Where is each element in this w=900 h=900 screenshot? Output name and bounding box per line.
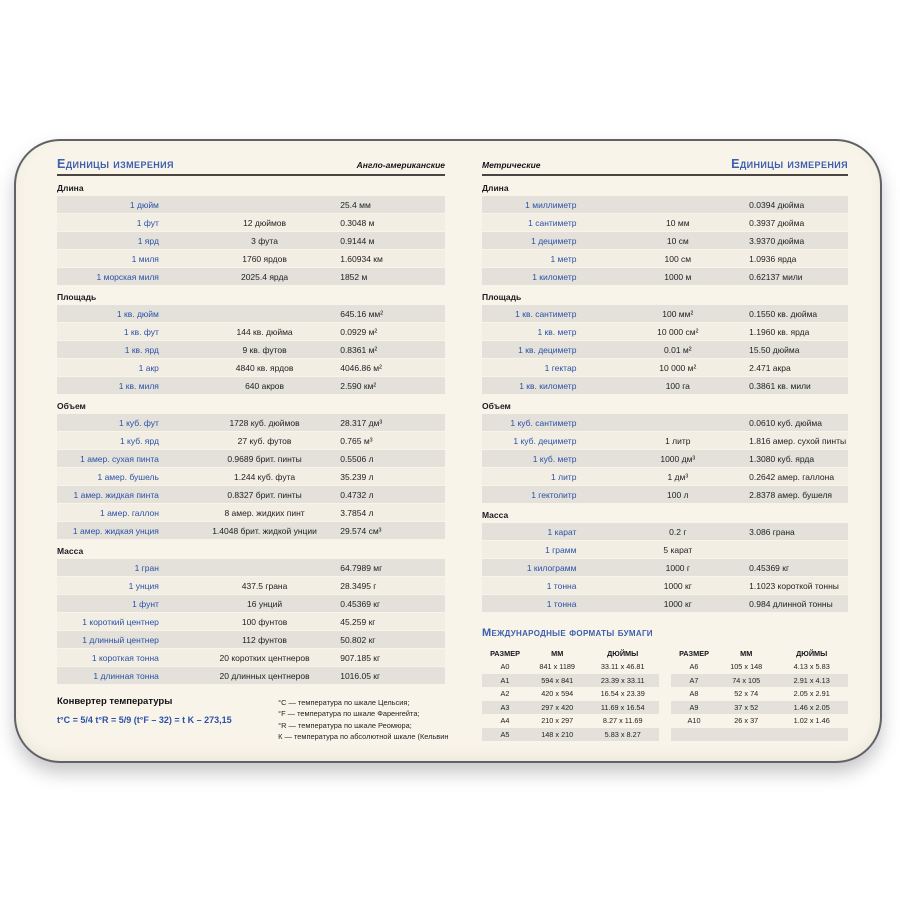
section-title: Длина: [57, 183, 84, 193]
unit-value: 2.590 км²: [340, 380, 377, 391]
unit-equivalent: 1000 кг: [663, 580, 692, 591]
paper-table-a6-a10: [671, 647, 848, 742]
table-row: [482, 523, 848, 540]
paper-size-inches: 1.02 x 1.46: [793, 716, 830, 726]
unit-equivalent: 0.8327 брит. пинты: [227, 489, 302, 500]
paper-row: [671, 701, 848, 714]
unit-equivalent: 100 мм²: [662, 308, 694, 319]
unit-equivalent: 100 л: [667, 489, 689, 500]
paper-size-inches: 2.91 x 4.13: [793, 675, 830, 685]
paper-size-mm: 148 x 210: [541, 729, 574, 739]
unit-equivalent: 4840 кв. ярдов: [235, 362, 294, 373]
unit-value: 1016.05 кг: [340, 670, 381, 681]
paper-size-mm: 420 x 594: [541, 689, 574, 699]
table-row: [57, 649, 445, 666]
page-title: Единицы измерения: [731, 157, 848, 171]
unit-equivalent: 1000 дм³: [660, 453, 696, 464]
unit-name: 1 миля: [131, 253, 159, 264]
table-row: [57, 341, 445, 358]
unit-equivalent: 640 акров: [245, 380, 285, 391]
unit-equivalent: 1000 м: [664, 271, 692, 282]
unit-name: 1 акр: [138, 362, 159, 373]
unit-value: 907.185 кг: [340, 652, 381, 663]
unit-name: 1 гектолитр: [531, 489, 577, 500]
unit-equivalent: 16 унций: [247, 598, 283, 609]
table-row: [482, 414, 848, 431]
page-right-header: [482, 157, 848, 171]
table-row: [482, 359, 848, 376]
paper-row: [482, 715, 659, 728]
unit-name: 1 кв. ярд: [124, 344, 159, 355]
unit-section: [482, 510, 848, 612]
paper-size-mm: 297 x 420: [541, 702, 574, 712]
section-title: Объем: [482, 401, 511, 411]
notebook-spread: [14, 139, 882, 763]
unit-name: 1 куб. сантиметр: [510, 417, 577, 428]
unit-equivalent: 1000 г: [665, 562, 690, 573]
unit-value: 0.5506 л: [340, 453, 374, 464]
table-row: [57, 468, 445, 485]
paper-header-row: [671, 647, 848, 660]
unit-name: 1 амер. жидкая пинта: [73, 489, 159, 500]
unit-value: 0.62137 мили: [749, 271, 803, 282]
unit-equivalent: 100 см: [664, 253, 692, 264]
table-row: [57, 577, 445, 594]
column-header: ДЮЙМЫ: [607, 648, 639, 658]
unit-equivalent: 437.5 грана: [241, 580, 288, 591]
unit-value: 28.3495 г: [340, 580, 377, 591]
unit-section: [482, 292, 848, 394]
paper-size-inches: 5.83 x 8.27: [604, 729, 641, 739]
unit-name: 1 кв. километр: [519, 380, 577, 391]
unit-value: 25.4 мм: [340, 199, 371, 210]
paper-row: [482, 701, 659, 714]
unit-value: 3.9370 дюйма: [749, 235, 805, 246]
table-row: [57, 613, 445, 630]
unit-equivalent: 1000 кг: [663, 598, 692, 609]
paper-size-name: A5: [500, 729, 510, 739]
unit-section: [57, 183, 445, 285]
temp-formula: t°C = 5/4 t°R = 5/9 (t°F – 32) = t K – 273,15: [57, 715, 232, 725]
table-row: [482, 595, 848, 612]
paper-size-mm: 105 x 148: [730, 662, 763, 672]
unit-value: 0.9144 м: [340, 235, 375, 246]
paper-row: [671, 715, 848, 728]
table-row: [57, 214, 445, 231]
unit-value: 1.60934 км: [340, 253, 383, 264]
table-row: [482, 486, 848, 503]
unit-name: 1 кв. фут: [123, 326, 159, 337]
unit-value: 2.471 акра: [749, 362, 791, 373]
paper-header-row: [482, 647, 659, 660]
unit-value: 0.765 м³: [340, 435, 373, 446]
section-title: Площадь: [57, 292, 97, 302]
unit-value: 0.3937 дюйма: [749, 217, 805, 228]
unit-equivalent: 3 фута: [251, 235, 278, 246]
unit-name: 1 короткий центнер: [82, 616, 159, 627]
unit-name: 1 амер. бушель: [97, 471, 159, 482]
unit-equivalent: 1760 ярдов: [242, 253, 287, 264]
paper-size-name: A2: [500, 689, 510, 699]
unit-equivalent: 1.244 куб. фута: [234, 471, 296, 482]
paper-size-mm: 37 x 52: [734, 702, 759, 712]
unit-value: 28.317 дм³: [340, 417, 383, 428]
paper-size-mm: 74 x 105: [732, 675, 761, 685]
paper-size-mm: 841 x 1189: [539, 662, 575, 672]
table-row: [57, 323, 445, 340]
temp-note-line: К — температура по абсолютной шкале (Кельвин: [278, 732, 449, 742]
temp-note-line: °R — температура по шкале Реомюра;: [278, 720, 412, 730]
unit-equivalent: 1 литр: [665, 435, 691, 446]
conversion-tables-left: [57, 183, 445, 684]
unit-equivalent: 100 га: [665, 380, 690, 391]
unit-name: 1 литр: [551, 471, 577, 482]
paper-size-inches: 4.13 x 5.83: [793, 662, 830, 672]
table-row: [482, 323, 848, 340]
paper-size-mm: 52 x 74: [734, 689, 759, 699]
unit-name: 1 короткая тонна: [91, 652, 159, 663]
table-row: [482, 577, 848, 594]
paper-size-mm: 26 x 37: [734, 716, 759, 726]
unit-equivalent: 10 000 м²: [659, 362, 697, 373]
page-side-label: Метрические: [482, 160, 541, 170]
temp-title: Конвертер температуры: [57, 696, 173, 707]
unit-equivalent: 20 коротких центнеров: [219, 652, 310, 663]
unit-value: 1.0936 ярда: [749, 253, 797, 264]
table-row: [57, 631, 445, 648]
paper-formats-block: [482, 627, 848, 742]
table-row: [482, 341, 848, 358]
paper-row: [671, 728, 848, 741]
unit-equivalent: 2025.4 ярда: [240, 271, 289, 282]
unit-name: 1 амер. жидкая унция: [72, 525, 159, 536]
header-rule: [482, 174, 848, 176]
unit-name: 1 длинный центнер: [82, 634, 159, 645]
paper-size-inches: 33.11 x 46.81: [600, 662, 645, 672]
unit-name: 1 куб. метр: [532, 453, 577, 464]
unit-equivalent: 8 амер. жидких пинт: [224, 507, 305, 518]
unit-name: 1 метр: [550, 253, 577, 264]
unit-name: 1 кв. сантиметр: [515, 308, 577, 319]
unit-name: 1 кв. дюйм: [116, 308, 159, 319]
unit-value: 64.7989 мг: [340, 562, 383, 573]
unit-value: 0.3861 кв. мили: [749, 380, 811, 391]
paper-size-name: A3: [500, 702, 510, 712]
unit-name: 1 фунт: [132, 598, 159, 609]
conversion-tables-right: [482, 183, 848, 612]
unit-equivalent: 10 000 см²: [657, 326, 699, 337]
unit-equivalent: 12 дюймов: [243, 217, 287, 228]
unit-value: 0.3048 м: [340, 217, 375, 228]
paper-formats-tables: [482, 647, 848, 742]
unit-value: 2.8378 амер. бушеля: [749, 489, 833, 500]
table-row: [482, 432, 848, 449]
unit-section: [482, 183, 848, 285]
page-title: Единицы измерения: [57, 157, 174, 171]
table-row: [57, 595, 445, 612]
unit-value: 1.1960 кв. ярда: [749, 326, 810, 337]
paper-row: [482, 674, 659, 687]
page-left-header: [57, 157, 445, 171]
paper-size-inches: 8.27 x 11.69: [602, 716, 643, 726]
paper-size-inches: 23.39 x 33.11: [600, 675, 645, 685]
temperature-converter: [57, 696, 449, 743]
unit-equivalent: 0.2 г: [669, 526, 687, 537]
unit-value: 50.802 кг: [340, 634, 376, 645]
unit-name: 1 дециметр: [531, 235, 577, 246]
table-row: [57, 305, 445, 322]
unit-equivalent: 0.9689 брит. пинты: [227, 453, 302, 464]
paper-row: [671, 688, 848, 701]
unit-name: 1 кв. миля: [118, 380, 159, 391]
temp-note-line: °C — температура по шкале Цельсия;: [278, 698, 410, 707]
unit-value: 1.3080 куб. ярда: [749, 453, 815, 464]
paper-size-name: A1: [500, 675, 510, 685]
page-left: [57, 157, 449, 743]
unit-name: 1 дюйм: [129, 199, 159, 210]
table-row: [57, 196, 445, 213]
unit-section: [57, 292, 445, 394]
unit-name: 1 грамм: [545, 544, 577, 555]
table-row: [482, 541, 848, 558]
unit-section: [57, 401, 445, 539]
unit-name: 1 морская миля: [96, 271, 159, 282]
unit-equivalent: 20 длинных центнеров: [219, 670, 310, 681]
section-title: Масса: [57, 546, 84, 556]
table-row: [482, 450, 848, 467]
unit-equivalent: 100 фунтов: [241, 616, 288, 627]
table-row: [482, 377, 848, 394]
column-header: РАЗМЕР: [490, 648, 520, 658]
paper-row: [671, 674, 848, 687]
unit-name: 1 гран: [134, 562, 159, 573]
unit-value: 1.816 амер. сухой пинты: [749, 435, 847, 446]
table-row: [57, 268, 445, 285]
unit-name: 1 амер. галлон: [99, 507, 159, 518]
paper-size-inches: 1.46 x 2.05: [793, 702, 830, 712]
table-row: [57, 232, 445, 249]
section-title: Площадь: [482, 292, 522, 302]
unit-equivalent: 9 кв. футов: [242, 344, 287, 355]
paper-size-inches: 2.05 x 2.91: [793, 689, 830, 699]
unit-value: 0.0394 дюйма: [749, 199, 805, 210]
unit-name: 1 унция: [128, 580, 159, 591]
unit-name: 1 миллиметр: [525, 199, 577, 210]
paper-size-name: A10: [687, 716, 701, 726]
paper-formats-title: Международные форматы бумаги: [482, 627, 653, 639]
paper-row: [671, 661, 848, 674]
temp-note-line: °F — температура по шкале Фаренгейта;: [278, 709, 420, 719]
unit-equivalent: 0.01 м²: [664, 344, 692, 355]
paper-row: [482, 661, 659, 674]
section-title: Масса: [482, 510, 509, 520]
paper-row: [482, 688, 659, 701]
paper-table-a0-a5: [482, 647, 659, 742]
unit-value: 4046.86 м²: [340, 362, 382, 373]
column-header: ММ: [740, 648, 753, 658]
unit-value: 0.0929 м²: [340, 326, 378, 337]
paper-size-name: A8: [689, 689, 699, 699]
table-row: [57, 559, 445, 576]
temperature-converter-main: [57, 696, 278, 743]
unit-equivalent: 10 см: [666, 235, 689, 246]
paper-size-name: A9: [689, 702, 699, 712]
unit-value: 0.4732 л: [340, 489, 374, 500]
table-row: [57, 486, 445, 503]
unit-value: 3.086 грана: [749, 526, 795, 537]
table-row: [482, 232, 848, 249]
unit-name: 1 куб. фут: [119, 417, 159, 428]
table-row: [482, 268, 848, 285]
unit-equivalent: 1.4048 брит. жидкой унции: [212, 525, 317, 536]
unit-section: [482, 401, 848, 503]
table-row: [57, 450, 445, 467]
unit-name: 1 километр: [532, 271, 577, 282]
unit-equivalent: 1728 куб. дюймов: [229, 417, 300, 428]
unit-value: 0.984 длинной тонны: [749, 598, 833, 609]
unit-name: 1 длинная тонна: [93, 670, 159, 681]
unit-value: 1.1023 короткой тонны: [749, 580, 839, 591]
unit-name: 1 гектар: [544, 362, 577, 373]
unit-name: 1 амер. сухая пинта: [80, 453, 159, 464]
page-right: [482, 157, 848, 742]
paper-size-name: A4: [500, 716, 510, 726]
table-row: [482, 468, 848, 485]
unit-name: 1 фут: [136, 217, 159, 228]
column-header: ДЮЙМЫ: [796, 648, 828, 658]
unit-name: 1 куб. дециметр: [513, 435, 577, 446]
unit-value: 35.239 л: [340, 471, 374, 482]
unit-value: 45.259 кг: [340, 616, 376, 627]
section-title: Объем: [57, 401, 86, 411]
unit-value: 15.50 дюйма: [749, 344, 800, 355]
column-header: РАЗМЕР: [679, 648, 709, 658]
table-row: [57, 667, 445, 684]
unit-name: 1 тонна: [546, 598, 577, 609]
section-title: Длина: [482, 183, 509, 193]
unit-equivalent: 5 карат: [663, 544, 693, 555]
unit-name: 1 сантиметр: [528, 217, 577, 228]
paper-size-name: A0: [500, 662, 510, 672]
unit-equivalent: 144 кв. дюйма: [236, 326, 293, 337]
table-row: [57, 432, 445, 449]
table-row: [482, 305, 848, 322]
unit-name: 1 кв. метр: [537, 326, 577, 337]
paper-size-mm: 594 x 841: [541, 675, 574, 685]
unit-value: 0.45369 кг: [340, 598, 381, 609]
paper-size-name: A7: [689, 675, 699, 685]
table-row: [482, 250, 848, 267]
paper-size-inches: 11.69 x 16.54: [600, 702, 645, 712]
unit-equivalent: 1 дм³: [667, 471, 689, 482]
column-header: ММ: [551, 648, 564, 658]
table-row: [482, 559, 848, 576]
unit-value: 1852 м: [340, 271, 368, 282]
header-rule: [57, 174, 445, 176]
unit-value: 3.7854 л: [340, 507, 374, 518]
paper-size-mm: 210 x 297: [541, 716, 574, 726]
unit-value: 0.45369 кг: [749, 562, 790, 573]
unit-name: 1 тонна: [546, 580, 577, 591]
temp-notes: [278, 696, 449, 743]
page-side-label: Англо-американские: [356, 160, 445, 170]
unit-name: 1 куб. ярд: [119, 435, 159, 446]
unit-equivalent: 112 фунтов: [242, 634, 287, 645]
unit-value: 0.1550 кв. дюйма: [749, 308, 818, 319]
unit-value: 0.0610 куб. дюйма: [749, 417, 822, 428]
unit-name: 1 карат: [547, 526, 577, 537]
unit-equivalent: 10 мм: [666, 217, 690, 228]
table-row: [57, 250, 445, 267]
unit-value: 29.574 см³: [340, 525, 382, 536]
unit-name: 1 килограмм: [526, 562, 577, 573]
unit-section: [57, 546, 445, 684]
paper-size-inches: 16.54 x 23.39: [600, 689, 645, 699]
unit-name: 1 кв. дециметр: [518, 344, 577, 355]
table-row: [482, 214, 848, 231]
unit-value: 0.8361 м²: [340, 344, 378, 355]
unit-value: 0.2642 амер. галлона: [749, 471, 835, 482]
paper-row: [482, 728, 659, 741]
paper-size-name: A6: [689, 662, 699, 672]
table-row: [57, 504, 445, 521]
table-row: [57, 359, 445, 376]
table-row: [57, 377, 445, 394]
table-row: [57, 522, 445, 539]
unit-value: 645.16 мм²: [340, 308, 384, 319]
unit-name: 1 ярд: [137, 235, 159, 246]
unit-equivalent: 27 куб. футов: [237, 435, 292, 446]
table-row: [57, 414, 445, 431]
table-row: [482, 196, 848, 213]
